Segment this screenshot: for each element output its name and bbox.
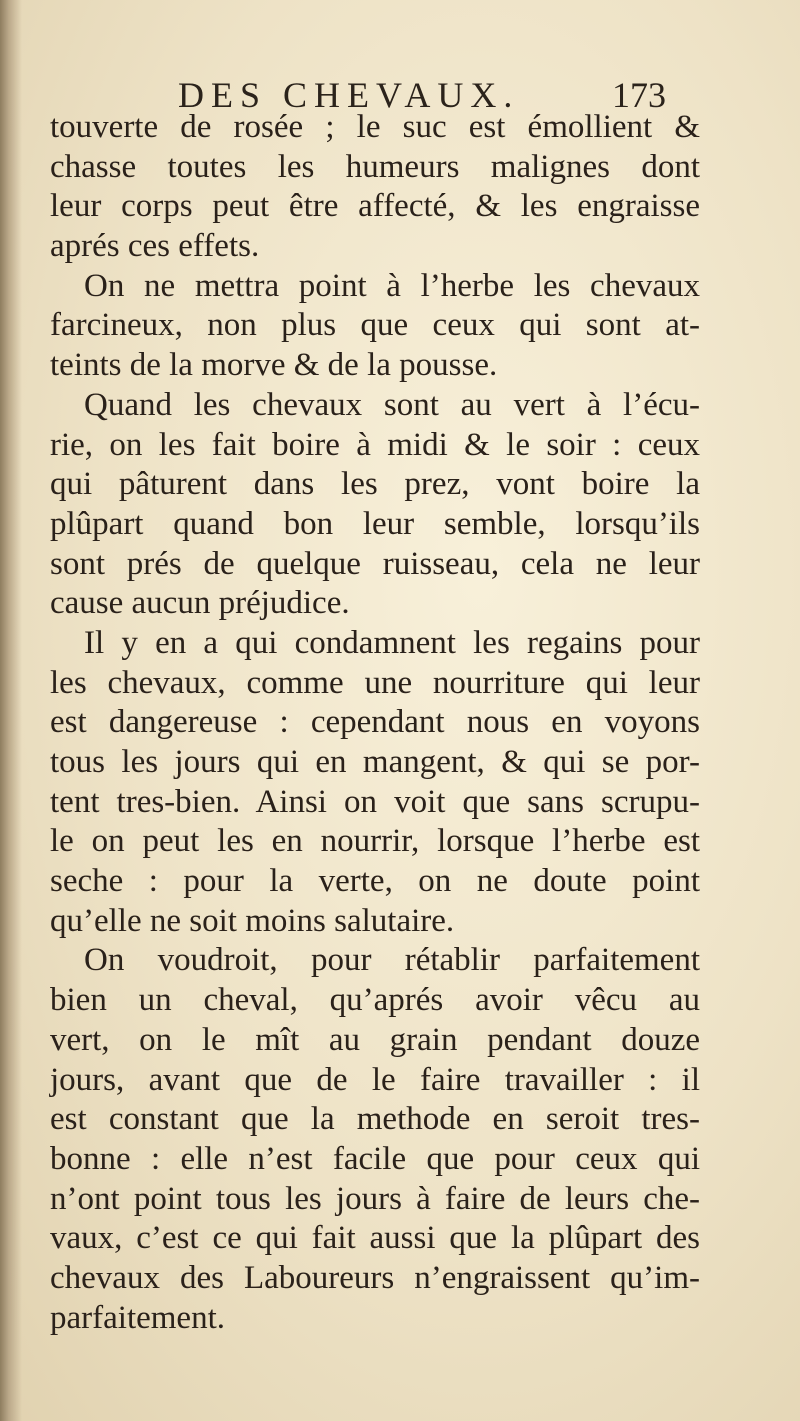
page-number: 173	[612, 75, 666, 115]
text-line: On ne mettra point à l’herbe les chevaux	[84, 267, 700, 304]
text-line: le on peut les en nourrir, lorsque l’herbe est	[50, 823, 700, 860]
text-line: est constant que la methode en seroit tres-	[50, 1101, 700, 1138]
text-line: qui pâturent dans les prez, vont boire la	[50, 466, 700, 503]
text-line: plûpart quand bon leur semble, lorsqu’ils	[50, 505, 700, 542]
text-line: seche : pour la verte, on ne doute point	[50, 863, 700, 900]
text-line: teints de la morve & de la pousse.	[50, 347, 498, 384]
text-line: Il y en a qui condamnent les regains pour	[84, 624, 700, 661]
text-line: Quand les chevaux sont au vert à l’écu-	[84, 386, 700, 423]
text-line: tous les jours qui en mangent, & qui se por-	[50, 744, 700, 780]
text-line: farcineux, non plus que ceux qui sont at-	[50, 307, 700, 344]
text-line: cause aucun préjudice.	[50, 585, 350, 622]
text-line: bien un cheval, qu’aprés avoir vêcu au	[50, 982, 700, 1019]
text-line: bonne : elle n’est facile que pour ceux qui	[50, 1140, 700, 1177]
text-line: n’ont point tous les jours à faire de leurs che-	[50, 1180, 700, 1217]
text-line: sont prés de quelque ruisseau, cela ne leur	[50, 545, 700, 582]
text-line: rie, on les fait boire à midi & le soir : ceux	[50, 426, 700, 463]
running-head-title: DES CHEVAUX.	[178, 75, 520, 115]
text-line: vaux, c’est ce qui fait aussi que la plûpart des	[50, 1220, 700, 1257]
text-line: parfaitement.	[50, 1299, 225, 1336]
text-line: qu’elle ne soit moins salutaire.	[50, 902, 455, 939]
text-line: est dangereuse : cependant nous en voyons	[50, 704, 700, 741]
text-line: chasse toutes les humeurs malignes dont	[50, 148, 700, 185]
text-line: touverte de rosée ; le suc est émollient &	[50, 109, 700, 145]
text-line: aprés ces effets.	[50, 228, 260, 265]
text-line: chevaux des Laboureurs n’engraissent qu’im-	[50, 1259, 700, 1296]
text-line: vert, on le mît au grain pendant douze	[50, 1021, 700, 1058]
text-line: les chevaux, comme une nourriture qui leur	[50, 664, 700, 701]
text-line: tent tres-bien. Ainsi on voit que sans scrupu-	[50, 783, 700, 820]
page-gutter-shadow	[0, 0, 22, 1421]
text-line: On voudroit, pour rétablir parfaitement	[84, 942, 700, 979]
text-line: leur corps peut être affecté, & les engraisse	[50, 188, 700, 225]
body-text	[50, 108, 710, 1338]
text-line: jours, avant que de le faire travailler : il	[50, 1061, 700, 1098]
